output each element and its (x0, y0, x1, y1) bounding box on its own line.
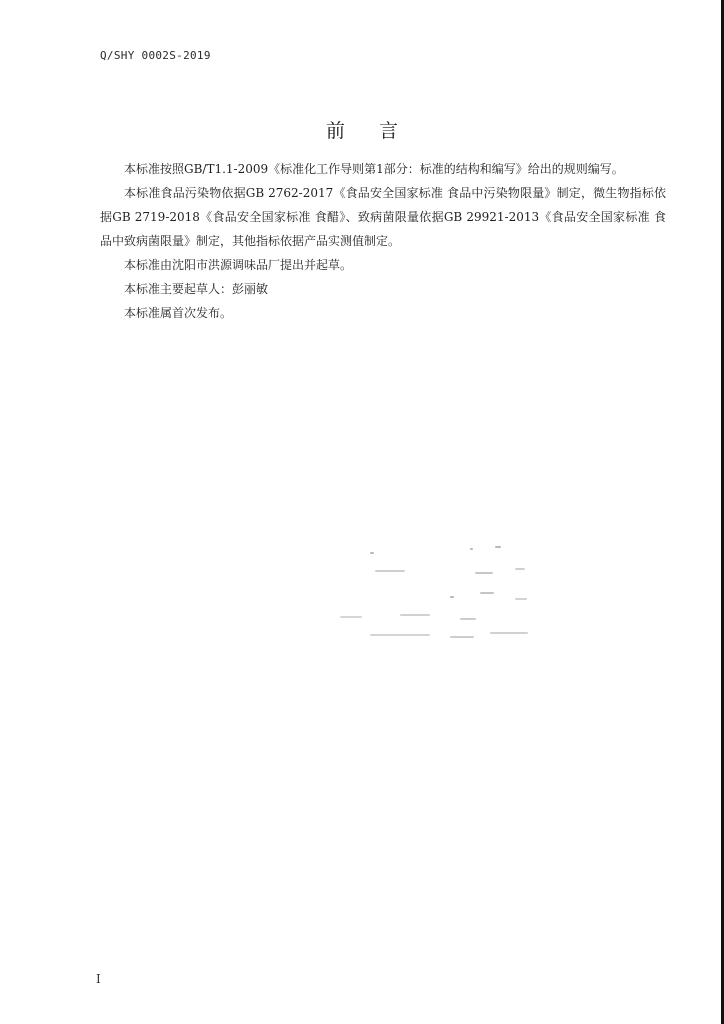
faded-stamp (330, 540, 540, 650)
page-number: I (96, 972, 101, 986)
paragraph-first-issue: 本标准属首次发布。 (124, 306, 233, 320)
paragraph-proposer: 本标准由沈阳市洪源调味品厂提出并起草。 (124, 258, 353, 272)
document-code: Q/SHY 0002S-2019 (100, 49, 211, 62)
paragraph-basis: 本标准食品污染物依据GB 2762-2017《食品安全国家标准 食品中污染物限量》制定，微生物指标依据GB 2719-2018《食品安全国家标准 食醋》、致病菌限量依据GB 29921-2013《食品安全国家标准 食品中致病菌限量》制定，其他指标依据产品实测值制定。 (100, 186, 666, 248)
paragraph-drafter: 本标准主要起草人：彭丽敏 (124, 282, 269, 296)
page-title: 前言 (325, 120, 432, 142)
paragraph-drafting-rules: 本标准按照GB/T1.1-2009《标准化工作导则第1部分：标准的结构和编写》给出的规则编写。 (124, 162, 624, 176)
preface-body (100, 157, 666, 325)
